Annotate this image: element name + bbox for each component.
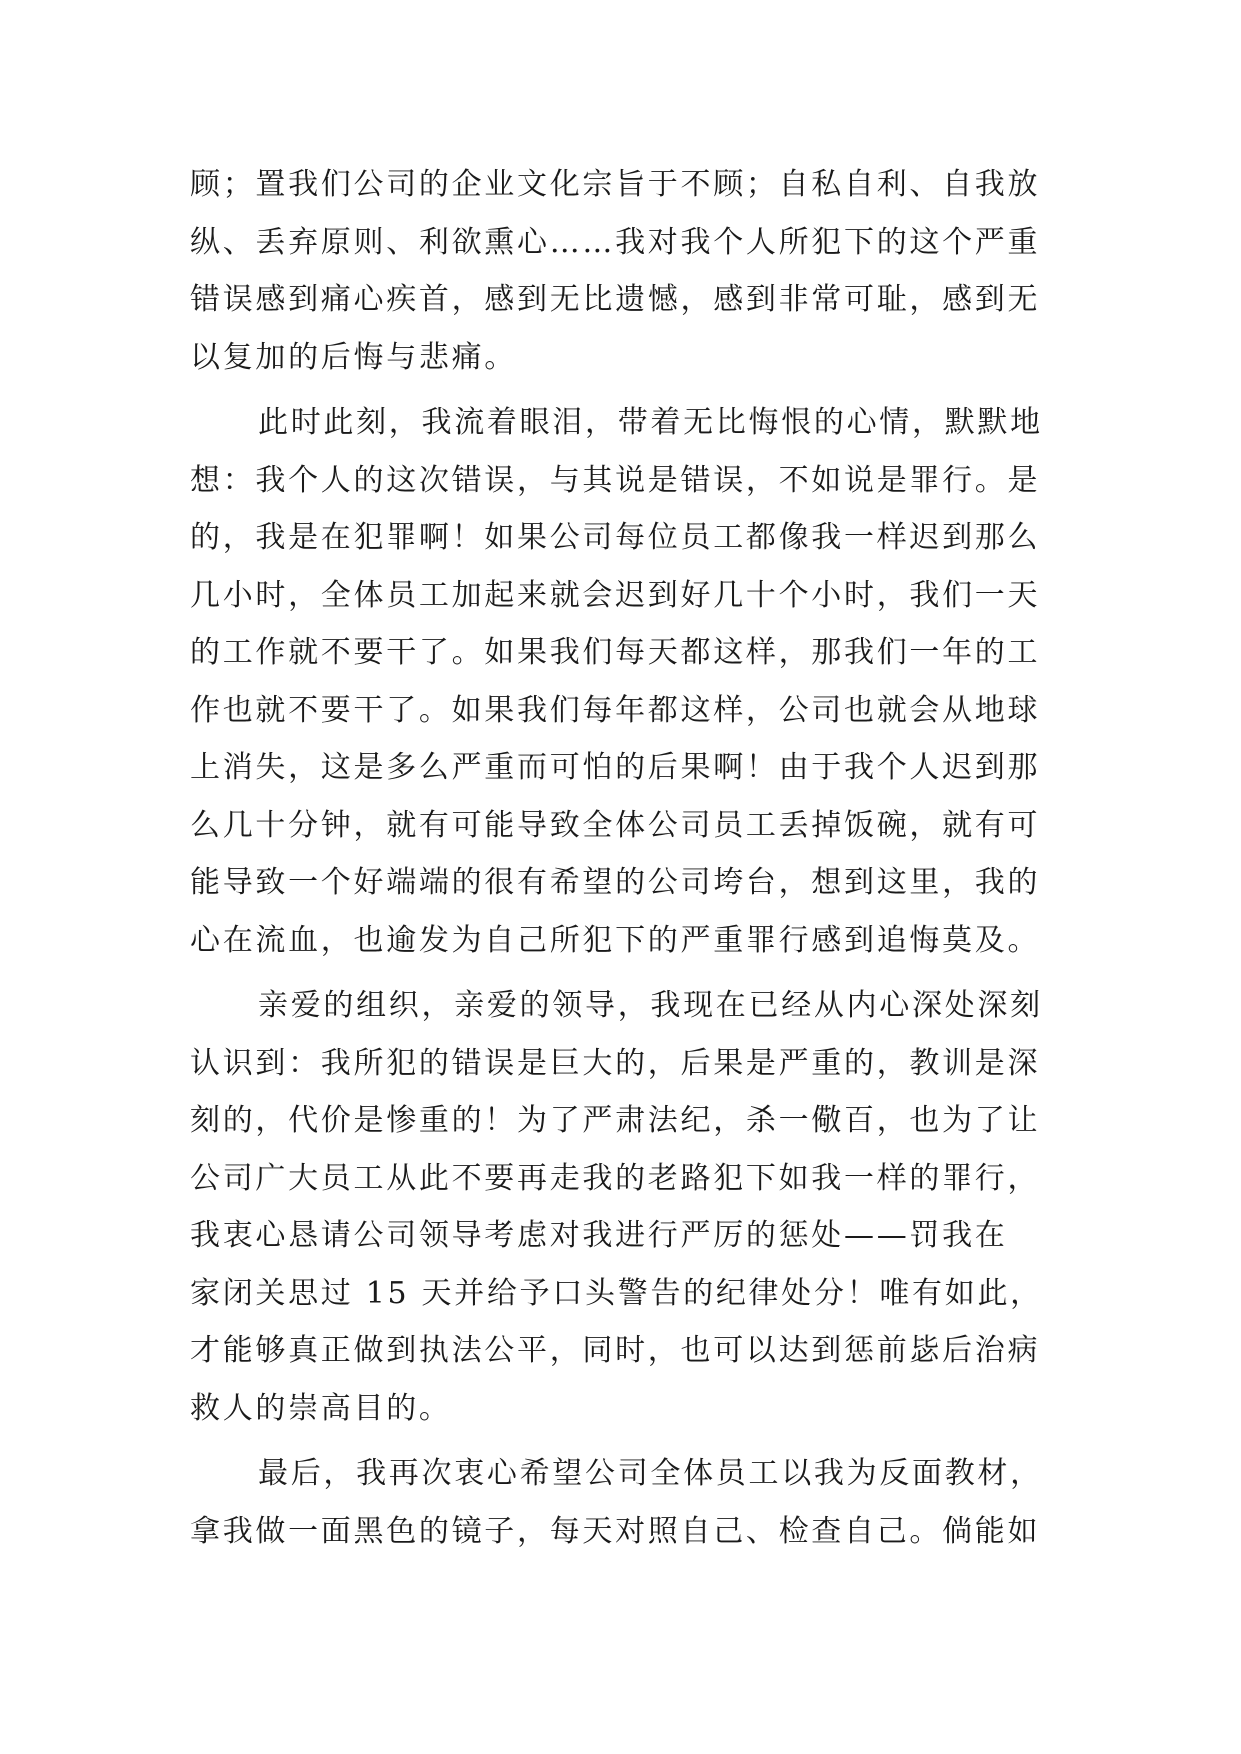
text-line: 么几十分钟，就有可能导致全体公司员工丢掉饭碗，就有可 [190,807,1041,843]
text-line: 心在流血，也逾发为自己所犯下的严重罪行感到追悔莫及。 [190,922,1041,958]
document-body [190,156,1070,1568]
text-line: 几小时，全体员工加起来就会迟到好几十个小时，我们一天 [190,577,1041,613]
paragraph-1 [190,156,1070,386]
text-line: 亲爱的组织，亲爱的领导，我现在已经从内心深处深刻 [258,988,1043,1023]
text-line: 以复加的后悔与悲痛。 [190,339,517,375]
text-line: 救人的崇高目的。 [190,1390,452,1426]
paragraph-4 [190,1445,1070,1560]
text-line: 拿我做一面黑色的镜子，每天对照自己、检查自己。倘能如 [190,1513,1041,1549]
text-line: 作也就不要干了。如果我们每年都这样，公司也就会从地球 [190,692,1041,728]
text-line: 认识到：我所犯的错误是巨大的，后果是严重的，教训是深 [190,1045,1041,1081]
text-line: 错误感到痛心疾首，感到无比遗憾，感到非常可耻，感到无 [190,282,1041,317]
text-line: 家闭关思过 15 天并给予口头警告的纪律处分！唯有如此， [190,1275,1043,1311]
paragraph-3 [190,977,1070,1437]
text-line: 能导致一个好端端的很有希望的公司垮台，想到这里，我的 [190,865,1041,900]
text-line: 的，我是在犯罪啊！如果公司每位员工都像我一样迟到那么 [190,520,1041,555]
paragraph-2 [190,394,1070,969]
text-line: 公司广大员工从此不要再走我的老路犯下如我一样的罪行， [190,1160,1041,1196]
text-line: 纵、丢弃原则、利欲熏心……我对我个人所犯下的这个严重 [190,224,1041,260]
text-line: 最后，我再次衷心希望公司全体员工以我为反面教材， [258,1456,1043,1491]
text-line: 我衷心恳请公司领导考虑对我进行严厉的惩处——罚我在 [190,1218,1008,1253]
text-line: 的工作就不要干了。如果我们每天都这样，那我们一年的工 [190,635,1041,670]
text-line: 上消失，这是多么严重而可怕的后果啊！由于我个人迟到那 [190,750,1041,785]
text-line: 想：我个人的这次错误，与其说是错误，不如说是罪行。是 [190,462,1041,498]
text-line: 顾；置我们公司的企业文化宗旨于不顾；自私自利、自我放 [190,167,1041,202]
text-line: 此时此刻，我流着眼泪，带着无比悔恨的心情，默默地 [258,405,1043,440]
text-line: 才能够真正做到执法公平，同时，也可以达到惩前毖后治病 [190,1333,1041,1368]
text-line: 刻的，代价是惨重的！为了严肃法纪，杀一儆百，也为了让 [190,1103,1041,1138]
